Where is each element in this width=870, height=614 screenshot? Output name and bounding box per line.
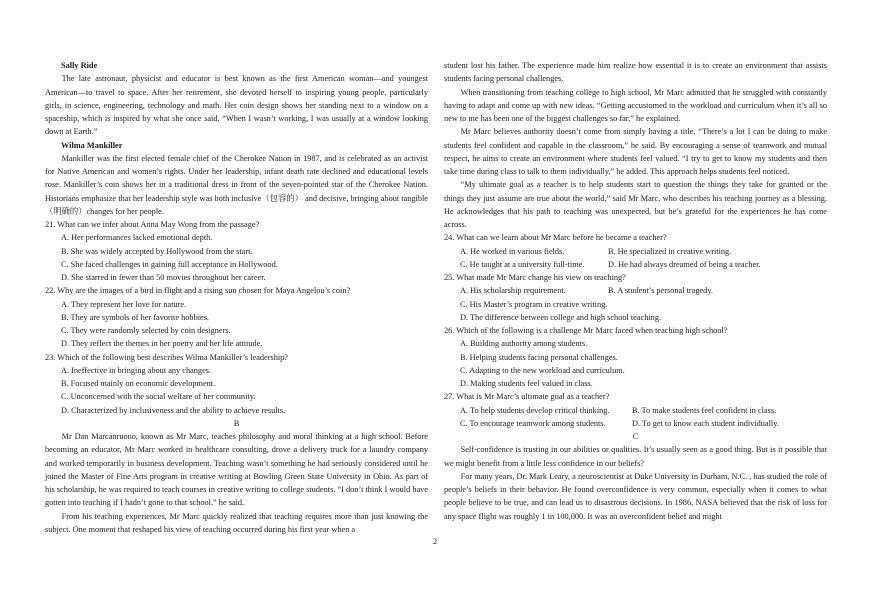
- question-24: 24. What can we learn about Mr Marc before he became a teacher?: [444, 233, 667, 243]
- question-22-option-c: C. They were randomly selected by coin designers.: [61, 326, 231, 335]
- question-26-option-d: D. Making students feel valued in class.: [460, 379, 593, 388]
- question-22-option-b: B. They are symbols of her favorite hobbies.: [61, 312, 210, 322]
- question-23-option-d: D. Characterized by inclusiveness and the ability to achieve results.: [61, 405, 286, 415]
- question-22: 22. Why are the images of a bird in flight and a rising sun chosen for Maya Angelou’s coin?: [45, 286, 351, 296]
- question-22-option-d: D. They reflect the themes in her poetry and her life attitude.: [61, 339, 263, 349]
- question-27-options-row-2: [444, 417, 827, 430]
- question-27-option-c: C. To encourage teamwork among students.: [460, 418, 606, 428]
- question-25-option-b: B. A student’s personal tragedy.: [608, 286, 714, 296]
- question-24-options-row-1: [444, 245, 827, 258]
- question-24-option-d: D. He had always dreamed of being a teacher.: [608, 259, 761, 269]
- question-26-option-c: C. Adapting to the new workload and curriculum.: [460, 365, 625, 375]
- section-c-heading: C: [632, 432, 639, 441]
- passage-b-paragraph-3: When transitioning from teaching college to high school, Mr Marc admitted that he struggled with constantly having to adapt and come up with new ideas. “Getting accustomed to the workload and curriculum when it’s all so new to me has been one of the biggest challenges so far,” he explained.: [444, 87, 827, 123]
- question-26: 26. Which of the following is a challenge Mr Marc faced when teaching high school?: [444, 326, 728, 335]
- passage-c-paragraph-2: For many years, Dr. Mark Leary, a neuroscientist at Duke University in Durham, N.C. , has studied the role of people’s beliefs in their behavior. He found overconfidence is very common, especially when it comes to what people believe to be true, and can lead us to disastrous decisions. In 1986, NASA believed that the risk of loss for any space flight was roughly 1 in 100,000. It was an overconfident belief and might: [444, 471, 827, 521]
- question-25-options-row-1: [444, 284, 827, 297]
- passage-b-paragraph-2-continued: student lost his father. The experience made him realize how essential it is to create an environment that assists students facing personal challenges.: [444, 61, 827, 84]
- question-26-option-b: B. Helping students facing personal challenges.: [460, 352, 618, 362]
- question-25-option-d: D. The difference between college and high school teaching.: [460, 312, 662, 322]
- question-24-options-row-2: [444, 258, 827, 271]
- question-23-option-a: A. Ineffective in bringing about any changes.: [61, 365, 212, 375]
- question-24-option-b: B. He specialized in creative writing.: [608, 246, 732, 256]
- question-24-option-c: C. He taught at a university full-time.: [460, 259, 585, 269]
- right-column: [444, 59, 827, 523]
- question-27-option-a: A. To help students develop critical thinking.: [460, 405, 610, 415]
- passage-c-paragraph-1: Self-confidence is trusting in our abilities or qualities. It’s usually seen as a good thing. But is it possible that we might benefit from a little less confidence in our beliefs?: [444, 445, 827, 468]
- question-27: 27. What is Mr Marc’s ultimate goal as a teacher?: [444, 392, 610, 402]
- question-25: 25. What made Mr Marc change his view on teaching?: [444, 273, 626, 282]
- question-27-options-row-1: [444, 404, 827, 417]
- wilma-mankiller-paragraph: Mankiller was the first elected female chief of the Cherokee Nation in 1987, and is celebrated as an activist for Native American and women’s rights. Under her leadership, infant death rate declined and educational levels rose. Mankiller’s coin shows her in a traditional dress in front of the seven-pointed star of the Cherokee Nation. Historians emphasize that her leadership style was both inclusive（包容的） and decisive, bringing about tangible（明确的）changes for her people.: [45, 153, 428, 216]
- question-21-option-c: C. She faced challenges in gaining full acceptance in Hollywood.: [61, 259, 278, 269]
- question-23: 23. Which of the following best describes Wilma Mankiller’s leadership?: [45, 352, 288, 362]
- question-23-option-c: C. Unconcerned with the social welfare of her community.: [61, 392, 256, 402]
- section-b-heading: B: [233, 418, 240, 428]
- question-24-option-a: A. He worked in various fields.: [460, 246, 565, 256]
- passage-b-paragraph-2: From his teaching experiences, Mr Marc quickly realized that teaching requires more than just knowing the subject. One moment that reshaped his view of teaching occurred during his first year when a: [45, 511, 428, 534]
- question-25-option-a: A. His scholarship requirement.: [460, 286, 566, 296]
- sally-ride-paragraph: The late astronaut, physicist and educator is best known as the first American woman—and youngest American—to travel to space. After her retirement, she devoted herself to inspiring young people, particularly girls, in science, engineering, technology and math. Her coin design shows her standing next to a window on a spaceship, which is inspired by what she once said. “When I wasn’t working, I was usually at a window looking down at Earth.”: [45, 74, 428, 137]
- page-number: 2: [433, 537, 437, 546]
- question-22-option-a: A. They represent her love for nature.: [61, 299, 187, 309]
- passage-b-paragraph-4: Mr Marc believes authority doesn’t come from simply having a title. “There’s a lot I can be doing to make students feel confident and capable in the classroom,” he said. By encouraging a sense of teamwork and mutual respect, he aims to create an environment where students feel valued. “I try to get to know my students and then take time during class to talk to them individually,” he added. This approach helps students feel noticed.: [444, 127, 827, 176]
- question-27-option-d: D. To get to know each student individually.: [632, 418, 779, 428]
- question-21-option-b: B. She was widely accepted by Hollywood from the start.: [61, 246, 253, 256]
- question-21-option-d: D. She starred in fewer than 50 movies throughout her career.: [61, 273, 266, 282]
- passage-b-paragraph-5: “My ultimate goal as a teacher is to help students start to question the things they take for granted or the things they just assume are true about the world,” said Mr Marc, who describes his teaching journey as a blessing. He acknowledges that his path to teaching was unexpected, but he’s grateful for the experiences he has come across.: [444, 180, 827, 229]
- question-21-option-a: A. Her performances lacked emotional depth.: [61, 233, 213, 243]
- left-column: [45, 59, 428, 536]
- question-23-option-b: B. Focused mainly on economic development.: [61, 379, 216, 388]
- question-26-option-a: A. Building authority among students.: [460, 339, 588, 349]
- sally-ride-heading: Sally Ride: [61, 61, 98, 70]
- question-27-option-b: B. To make students feel confident in class.: [632, 405, 777, 415]
- question-21: 21. What can we infer about Anna May Wong from the passage?: [45, 220, 260, 229]
- passage-b-paragraph-1: Mr Dan Marcanruono, known as Mr Marc, teaches philosophy and moral thinking at a high school. Before becoming an educator, Mr Marc worked in healthcare consulting, drove a delivery truck for a laundry company and worked temporarily in business development. Teaching wasn’t something he had seriously considered until he joined the Master of Fine Arts program in creative writing at Bowling Green State University in Ohio. As part of his scholarship, he was required to teach courses in creative writing to college students. “I don’t think I would have gotten into teaching if I hadn’t gone to that school.” he said.: [45, 432, 428, 508]
- question-25-option-c: C. His Master’s program in creative writing.: [460, 299, 608, 309]
- wilma-mankiller-heading: Wilma Mankiller: [61, 140, 123, 150]
